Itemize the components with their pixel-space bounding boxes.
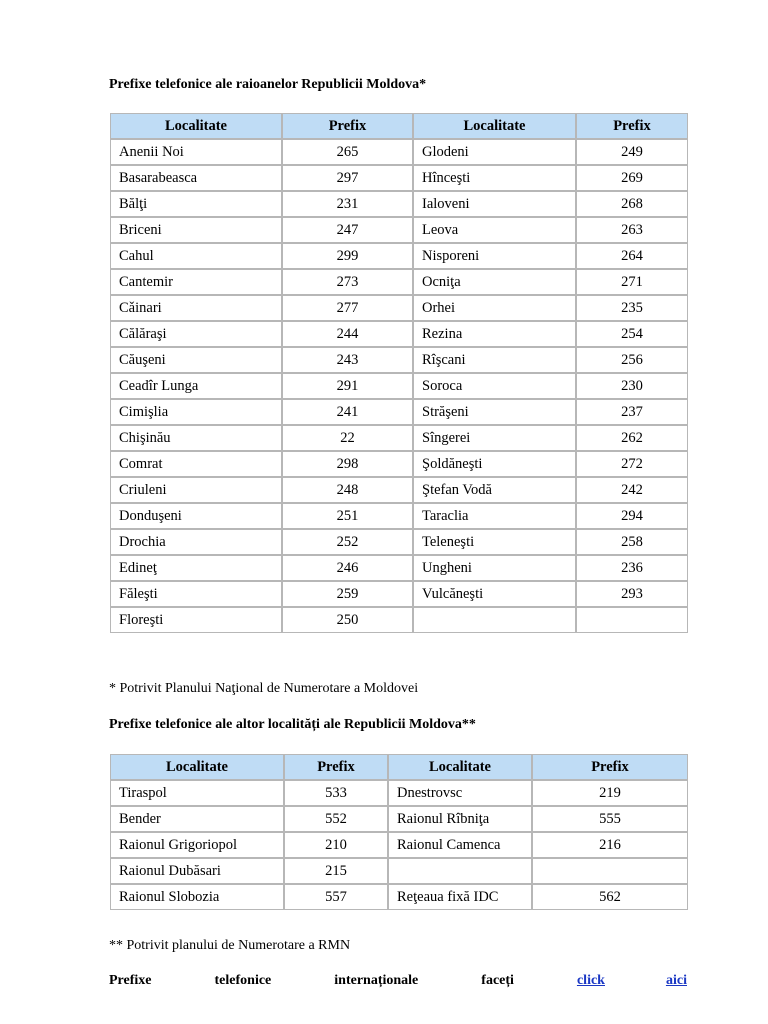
locality-cell: Criuleni xyxy=(110,477,282,503)
prefix-cell: 294 xyxy=(576,503,688,529)
prefix-cell: 265 xyxy=(282,139,413,165)
table-row xyxy=(110,243,688,269)
locality-cell: Anenii Noi xyxy=(110,139,282,165)
link-word[interactable]: aici xyxy=(665,973,687,988)
prefix-cell: 271 xyxy=(576,269,688,295)
prefix-cell: 216 xyxy=(532,832,688,858)
locality-cell: Cǎinari xyxy=(110,295,282,321)
locality-cell: Hînceşti xyxy=(413,165,576,191)
prefix-cell: 259 xyxy=(282,581,413,607)
locality-cell: Basarabeasca xyxy=(110,165,282,191)
locality-cell xyxy=(388,858,532,884)
prefix-cell: 277 xyxy=(282,295,413,321)
table-row xyxy=(110,191,688,217)
prefix-cell: 268 xyxy=(576,191,688,217)
prefix-cell: 244 xyxy=(282,321,413,347)
prefix-cell: 230 xyxy=(576,373,688,399)
table-row xyxy=(110,165,688,191)
prefix-cell xyxy=(576,607,688,633)
locality-cell: Călăraşi xyxy=(110,321,282,347)
intl-word: telefonice xyxy=(214,973,272,988)
table-row xyxy=(110,581,688,607)
locality-cell: Şoldăneşti xyxy=(413,451,576,477)
prefix-cell: 241 xyxy=(282,399,413,425)
raioane-prefix-table xyxy=(110,113,688,633)
locality-cell: Vulcăneşti xyxy=(413,581,576,607)
locality-cell: Teleneşti xyxy=(413,529,576,555)
locality-cell: Soroca xyxy=(413,373,576,399)
prefix-cell: 272 xyxy=(576,451,688,477)
table-row xyxy=(110,503,688,529)
prefix-cell: 236 xyxy=(576,555,688,581)
prefix-cell: 254 xyxy=(576,321,688,347)
locality-cell: Bender xyxy=(110,806,284,832)
prefix-cell: 555 xyxy=(532,806,688,832)
locality-cell: Briceni xyxy=(110,217,282,243)
prefix-cell: 256 xyxy=(576,347,688,373)
column-header-locality: Localitate xyxy=(110,113,282,139)
table-row xyxy=(110,373,688,399)
locality-cell: Bălţi xyxy=(110,191,282,217)
table-row xyxy=(110,806,688,832)
prefix-cell: 297 xyxy=(282,165,413,191)
prefix-cell: 258 xyxy=(576,529,688,555)
prefix-cell: 263 xyxy=(576,217,688,243)
column-header-prefix: Prefix xyxy=(532,754,688,780)
link-word[interactable]: click xyxy=(576,973,605,988)
prefix-cell: 562 xyxy=(532,884,688,910)
section2-title: Prefixe telefonice ale altor localități ale Republicii Moldova** xyxy=(109,717,476,732)
locality-cell: Ungheni xyxy=(413,555,576,581)
intl-word: Prefixe xyxy=(109,973,152,988)
locality-cell: Chişinău xyxy=(110,425,282,451)
prefix-cell: 251 xyxy=(282,503,413,529)
locality-cell: Cantemir xyxy=(110,269,282,295)
prefix-cell: 291 xyxy=(282,373,413,399)
table-header-row xyxy=(110,754,688,780)
locality-cell: Raionul Grigoriopol xyxy=(110,832,284,858)
prefix-cell: 298 xyxy=(282,451,413,477)
locality-cell: Sîngerei xyxy=(413,425,576,451)
intl-word: faceți xyxy=(481,973,514,988)
table-row xyxy=(110,217,688,243)
locality-cell: Tiraspol xyxy=(110,780,284,806)
prefix-cell: 237 xyxy=(576,399,688,425)
international-prefixes-line xyxy=(109,973,687,989)
prefix-cell: 247 xyxy=(282,217,413,243)
table-row xyxy=(110,555,688,581)
prefix-cell: 248 xyxy=(282,477,413,503)
intl-word: internaționale xyxy=(334,973,419,988)
locality-cell: Străşeni xyxy=(413,399,576,425)
table-row xyxy=(110,529,688,555)
locality-cell: Ceadîr Lunga xyxy=(110,373,282,399)
prefix-cell: 250 xyxy=(282,607,413,633)
locality-cell: Raionul Camenca xyxy=(388,832,532,858)
locality-cell xyxy=(413,607,576,633)
locality-cell: Dnestrovsc xyxy=(388,780,532,806)
locality-cell: Reţeaua fixă IDC xyxy=(388,884,532,910)
prefix-cell: 293 xyxy=(576,581,688,607)
table-row xyxy=(110,269,688,295)
prefix-cell: 231 xyxy=(282,191,413,217)
column-header-prefix: Prefix xyxy=(576,113,688,139)
locality-cell: Rîşcani xyxy=(413,347,576,373)
prefix-cell: 273 xyxy=(282,269,413,295)
click-here-link[interactable] xyxy=(577,973,687,989)
prefix-cell xyxy=(532,858,688,884)
locality-cell: Ialoveni xyxy=(413,191,576,217)
table-row xyxy=(110,295,688,321)
table-row xyxy=(110,139,688,165)
table-row xyxy=(110,347,688,373)
section1-title: Prefixe telefonice ale raioanelor Republicii Moldova* xyxy=(109,77,427,92)
locality-cell: Cimişlia xyxy=(110,399,282,425)
table-row xyxy=(110,321,688,347)
prefix-cell: 215 xyxy=(284,858,388,884)
prefix-cell: 269 xyxy=(576,165,688,191)
locality-cell: Drochia xyxy=(110,529,282,555)
other-localities-prefix-table xyxy=(110,754,688,910)
table-row xyxy=(110,425,688,451)
locality-cell: Donduşeni xyxy=(110,503,282,529)
prefix-cell: 252 xyxy=(282,529,413,555)
locality-cell: Ocniţa xyxy=(413,269,576,295)
prefix-cell: 235 xyxy=(576,295,688,321)
prefix-cell: 299 xyxy=(282,243,413,269)
column-header-prefix: Prefix xyxy=(282,113,413,139)
section1-footnote: * Potrivit Planului Naţional de Numerotare a Moldovei xyxy=(109,681,419,696)
locality-cell: Glodeni xyxy=(413,139,576,165)
prefix-cell: 249 xyxy=(576,139,688,165)
prefix-cell: 557 xyxy=(284,884,388,910)
column-header-locality: Localitate xyxy=(413,113,576,139)
locality-cell: Căuşeni xyxy=(110,347,282,373)
locality-cell: Rezina xyxy=(413,321,576,347)
column-header-prefix: Prefix xyxy=(284,754,388,780)
column-header-locality: Localitate xyxy=(110,754,284,780)
table-row xyxy=(110,399,688,425)
locality-cell: Edineţ xyxy=(110,555,282,581)
table-row xyxy=(110,832,688,858)
prefix-cell: 22 xyxy=(282,425,413,451)
prefix-cell: 243 xyxy=(282,347,413,373)
locality-cell: Raionul Dubăsari xyxy=(110,858,284,884)
locality-cell: Cahul xyxy=(110,243,282,269)
locality-cell: Raionul Slobozia xyxy=(110,884,284,910)
section2-footnote: ** Potrivit planului de Numerotare a RMN xyxy=(109,938,351,953)
table-row xyxy=(110,451,688,477)
prefix-cell: 246 xyxy=(282,555,413,581)
table-row xyxy=(110,477,688,503)
prefix-cell: 264 xyxy=(576,243,688,269)
table-row xyxy=(110,884,688,910)
locality-cell: Făleşti xyxy=(110,581,282,607)
locality-cell: Ştefan Vodă xyxy=(413,477,576,503)
prefix-cell: 552 xyxy=(284,806,388,832)
table-row xyxy=(110,780,688,806)
column-header-locality: Localitate xyxy=(388,754,532,780)
locality-cell: Leova xyxy=(413,217,576,243)
locality-cell: Nisporeni xyxy=(413,243,576,269)
locality-cell: Raionul Rîbniţa xyxy=(388,806,532,832)
prefix-cell: 242 xyxy=(576,477,688,503)
prefix-cell: 262 xyxy=(576,425,688,451)
locality-cell: Orhei xyxy=(413,295,576,321)
table-row xyxy=(110,607,688,633)
locality-cell: Comrat xyxy=(110,451,282,477)
table-row xyxy=(110,858,688,884)
table-header-row xyxy=(110,113,688,139)
locality-cell: Taraclia xyxy=(413,503,576,529)
prefix-cell: 533 xyxy=(284,780,388,806)
prefix-cell: 219 xyxy=(532,780,688,806)
locality-cell: Floreşti xyxy=(110,607,282,633)
prefix-cell: 210 xyxy=(284,832,388,858)
